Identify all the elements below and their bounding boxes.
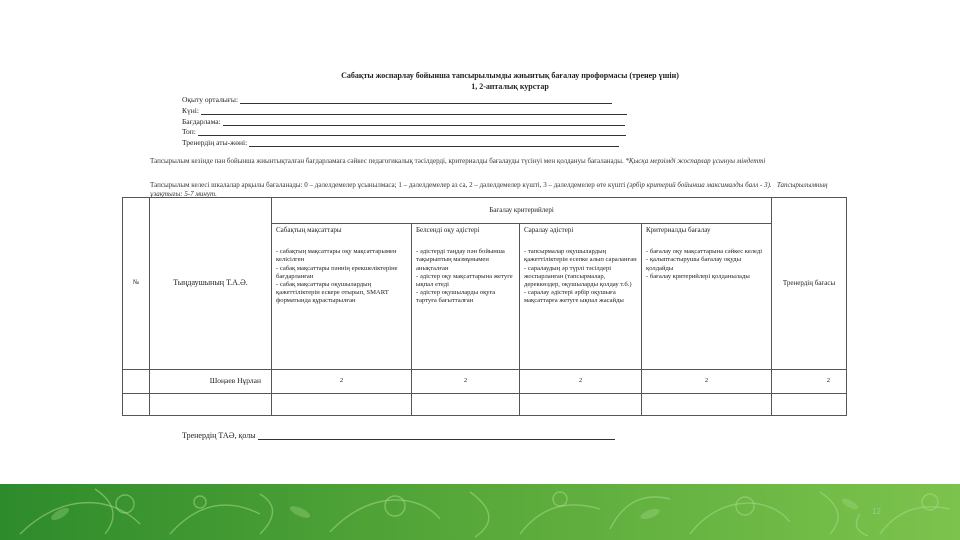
field-trainer-name: Тренердің аты-жөні: [182, 138, 619, 147]
score-cell: 2 [412, 370, 520, 394]
field-program: Бағдарлама: [182, 117, 625, 126]
col-header-number: № [123, 198, 150, 370]
doc-subtitle: 1, 2-апталық курстар [471, 82, 549, 91]
field-date: Күні: [182, 106, 627, 115]
assessment-table [122, 197, 847, 416]
scale-description: Тапсырылым келесі шкалалар арқылы бағаланады: 0 – дәлелдемелер ұсынылмаса; 1 – дәлелдемелер аз са, 2 – дәлелдемелер күшті, 3 – дәлелдемелер өте күшті (әрбір критерий бойынша максималды балл - 3). Тапсырылымның ұзақтығы: 5-7 минут. [150, 181, 828, 198]
doc-title: Сабақты жоспарлау бойынша тапсырылымды жиынтық бағалау проформасы (тренер үшін) [341, 71, 679, 80]
field-training-center: Оқыту орталығы: [182, 95, 612, 104]
criteria-group-header: Бағалау критерийлері [272, 198, 772, 224]
col-header-trainer-score: Тренердің бағасы [772, 198, 847, 370]
criterion-active-learning: Белсенді оқу әдістері - әдістерді таңдау пән бойынша тақырыптың мазмұнымен анықталған - әдістер оқу мақсаттарына жетуге ықпал етеді - әдістер оқушыларды оқуға тартуға бағытталған [412, 224, 520, 370]
col-header-listener: Тыңдаушының Т.А.Ә. [150, 198, 272, 370]
trainer-signature-line: Тренердің ТАӘ, қолы [182, 431, 615, 440]
score-cell: 2 [272, 370, 412, 394]
table-row [123, 370, 847, 394]
criterion-assessment: Критериалды бағалау - бағалау оқу мақсаттарына сәйкес келеді - қалыптастырушы бағалау оқуды қолдайды - бағалау критерийлері қолданылады [642, 224, 772, 370]
trainer-score-cell: 2 [772, 370, 847, 394]
assessment-description: Тапсырылым кезінде пән бойынша жиынтықталған бағдарламаға сәйкес педагогикалық тәсілдерді, критериалды бағалауды түсінуі мен қолдануы бағаланады. *Қысқа мерзімді жоспарлар ұсынуы міндетті [150, 157, 766, 165]
listener-name: Шоңаев Нұрлан [150, 370, 272, 394]
table-row [123, 394, 847, 416]
score-cell: 2 [520, 370, 642, 394]
score-cell: 2 [642, 370, 772, 394]
page-number: 12 [872, 507, 881, 516]
criterion-differentiation: Саралау әдістері - тапсырмалар оқушылардың қажеттіліктерін есепке алып сараланған - саралаудың әр түрлі тәсілдері жоспарланған (тапсырмалар, дереккөздер, оқушыларды қолдау т.б.) - саралау әдістері әрбір оқушыға мақсаттарға жетуге ықпал жасайды [520, 224, 642, 370]
field-group: Топ: [182, 127, 626, 136]
footer-decorative-band [0, 484, 960, 540]
criterion-lesson-objectives: Сабақтың мақсаттары - сабақтың мақсаттары оқу мақсаттарымен келісілген - сабақ мақсаттары пәннің ерекшеліктеріне бағдарланған - сабақ мақсаттары оқушылардың қажеттіліктерін ескере отырып, SMART форматында құрастырылған [272, 224, 412, 370]
